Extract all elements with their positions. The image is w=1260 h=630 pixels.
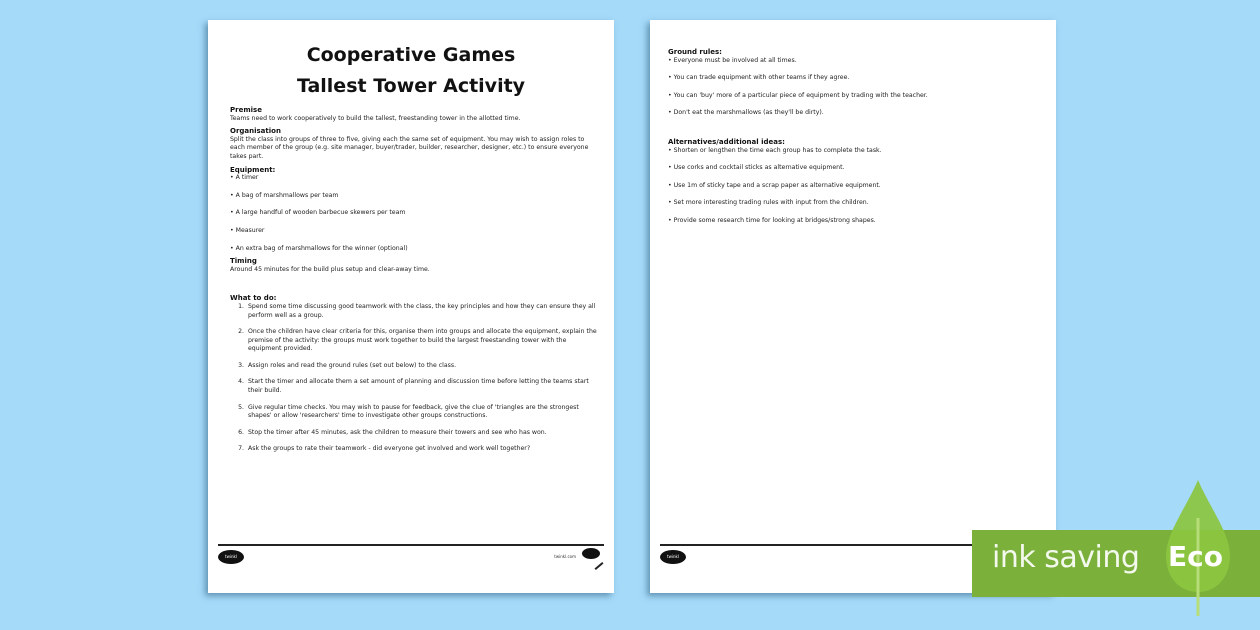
equipment-item: • A bag of marshmallows per team [230, 191, 339, 199]
alternative-item: • Shorten or lengthen the time each group has to complete the task. [668, 146, 882, 154]
left-content [230, 102, 600, 462]
equipment-item: • A timer [230, 174, 259, 182]
step-item: 6. Stop the timer after 45 minutes, ask the children to measure their towers and see who has won. [246, 429, 600, 438]
ground-rules-heading: Ground rules: [668, 48, 722, 56]
equipment-item: • A large handful of wooden barbecue skewers per team [230, 209, 406, 217]
timing-text: Around 45 minutes for the build plus setup and clear-away time. [230, 265, 430, 273]
footer-url: twinkl.com [554, 554, 576, 559]
step-item: 1. Spend some time discussing good teamwork with the class, the key principles and how they can ensure they all perform well as a group. [246, 303, 600, 320]
ground-rule-item: • Don't eat the marshmallows (as they'll be dirty). [668, 109, 824, 117]
twinkl-logo: twinkl [218, 550, 244, 564]
twinkl-badge-icon [582, 548, 600, 559]
equipment-item: • An extra bag of marshmallows for the winner (optional) [230, 244, 408, 252]
equipment-heading: Equipment: [230, 165, 276, 174]
premise-heading: Premise [230, 106, 262, 114]
step-item: 3. Assign roles and read the ground rules (set out below) to the class. [246, 362, 600, 371]
title-line-1: Cooperative Games [306, 44, 516, 66]
right-content [668, 44, 1042, 235]
steps-list [230, 303, 600, 454]
step-item: 7. Ask the groups to rate their teamwork - did everyone get involved and work well together? [246, 445, 600, 454]
ground-rule-item: • You can trade equipment with other teams if they agree. [668, 74, 850, 82]
equipment-item: • Measurer [230, 226, 265, 234]
premise-text: Teams need to work cooperatively to build the tallest, freestanding tower in the allotted time. [230, 114, 521, 122]
worksheet-page-1 [208, 20, 614, 593]
alternative-item: • Use 1m of sticky tape and a scrap paper as alternative equipment. [668, 181, 881, 189]
step-item: 5. Give regular time checks. You may wish to pause for feedback, give the clue of 'triangles are the strongest shapes' or allow 'researchers' time to investigate other groups constructions. [246, 404, 600, 421]
alternative-item: • Use corks and cocktail sticks as alternative equipment. [668, 164, 845, 172]
step-item: 2. Once the children have clear criteria for this, organise them into groups and allocate the equipment, explain the premise of the activity: the groups must work together to build the largest freestanding tower with the equipment provided. [246, 328, 600, 354]
what-to-do-heading: What to do: [230, 294, 277, 303]
page-title [208, 40, 614, 102]
title-line-2: Tallest Tower Activity [296, 75, 526, 97]
twinkl-logo: twinkl [660, 550, 686, 564]
footer-divider [218, 544, 604, 546]
ground-rule-item: • Everyone must be involved at all times. [668, 56, 797, 64]
alternative-item: • Set more interesting trading rules with input from the children. [668, 199, 869, 207]
step-item: 4. Start the timer and allocate them a set amount of planning and discussion time before letting the teams start their build. [246, 378, 600, 395]
ground-rule-item: • You can 'buy' more of a particular piece of equipment by trading with the teacher. [668, 91, 928, 99]
worksheet-page-2 [650, 20, 1056, 593]
eco-label: Eco [1168, 540, 1223, 573]
alternative-item: • Provide some research time for looking at bridges/strong shapes. [668, 216, 876, 224]
organisation-heading: Organisation [230, 127, 281, 136]
ink-saving-label: ink saving [992, 540, 1140, 575]
timing-heading: Timing [230, 257, 257, 266]
pencil-icon [595, 562, 604, 570]
organisation-text: Split the class into groups of three to five, giving each the same set of equipment. You may wish to assign roles to each member of the group (e.g. site manager, buyer/trader, builder, researcher, designer, etc.) to ensure everyone takes part. [230, 135, 589, 160]
alternatives-heading: Alternatives/additional ideas: [668, 137, 785, 146]
